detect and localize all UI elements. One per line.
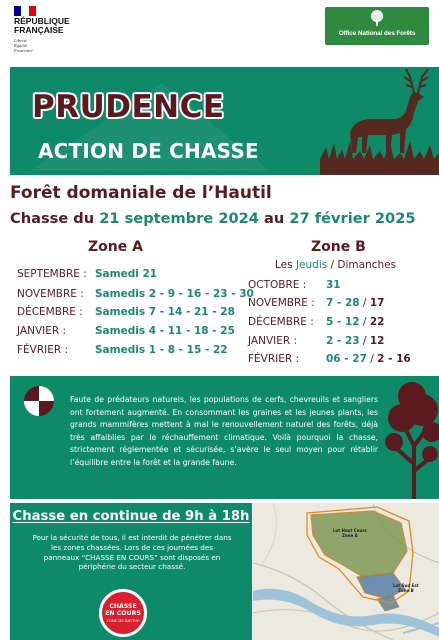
sunday-days: 12 — [369, 335, 385, 347]
subtitle-jeudis: Jeudis — [295, 259, 328, 271]
info-paragraph: Faute de prédateurs naturels, les populations de cerfs, chevreuils et sangliers ont fortement augmenté. En consommant les graines et les jeunes plants, les grands mammifères mettent à mal le renouvellement naturel des forêts, déjà très affaiblies par le réchauffement climatique. Voilà pourquoi la chasse, strictement réglementée et sécurisée, s’avère le seul moyen pour rétablir l’équilibre entre la forêt et la grande faune. — [70, 395, 378, 467]
zone-b-row-days — [326, 297, 384, 309]
month-label: JANVIER : — [17, 325, 67, 337]
hunt-days: Samedis 4 - 11 - 18 - 25 — [95, 325, 235, 337]
month-label: FÉVRIER : — [17, 344, 69, 356]
thursday-days: 06 - 27 — [326, 353, 367, 365]
continuous-hunting-hours: Chasse en continue de 9h à 18h — [12, 509, 250, 524]
zone-b-row-days — [326, 316, 384, 328]
day-separator: / — [359, 316, 370, 328]
hunting-zones-map — [253, 503, 439, 640]
onf-tree-icon — [369, 10, 385, 26]
month-label: NOVEMBRE : — [17, 288, 84, 300]
zone-a-row-days — [95, 306, 235, 318]
day-separator: / — [359, 335, 370, 347]
zone-b-row — [248, 316, 314, 328]
republic-line-2: FRANÇAISE — [14, 25, 64, 35]
date-end: 27 février 2025 — [289, 210, 416, 227]
zone-a-row-days — [95, 344, 228, 356]
day-separator: / — [366, 353, 378, 365]
hunt-days: Samedis 2 - 9 - 16 - 23 - 30 — [95, 288, 254, 300]
zone-b-row — [248, 279, 306, 291]
zone-a-row — [17, 325, 66, 337]
republic-line-1: RÉPUBLIQUE — [14, 16, 70, 26]
zone-a-row — [17, 288, 84, 300]
banner-subtitle: ACTION DE CHASSE — [38, 139, 259, 163]
onf-logo — [325, 7, 429, 45]
thursday-days: 7 - 28 — [326, 297, 360, 309]
subtitle-les: Les — [275, 259, 296, 271]
dates-prefix: Chasse du — [10, 210, 100, 227]
safety-notice: Pour la sécurité de tous, il est interdit de pénétrer dans les zones chassées. Lors de ces journées des panneaux “CHASSE EN COURS” sont disposés en périphérie du secteur chassé. — [32, 533, 232, 572]
date-start: 21 septembre 2024 — [99, 210, 259, 227]
sunday-days: 2 - 16 — [377, 353, 411, 365]
motto-fraternite: Fraternité — [14, 48, 33, 53]
banner-title: PRUDENCE — [32, 89, 225, 125]
republic-motto — [14, 38, 33, 53]
zone-a-row-days — [95, 268, 157, 280]
motto-liberte: Liberté — [14, 38, 27, 43]
info-block — [10, 376, 439, 499]
hunt-days: Samedi 21 — [95, 268, 158, 280]
deer-icon — [320, 67, 439, 175]
republic-francaise-logo — [14, 17, 70, 35]
subtitle-separator: / — [327, 259, 338, 271]
zone-b-subtitle — [275, 259, 396, 271]
french-flag-icon — [14, 6, 36, 16]
hunting-hours-block — [10, 503, 252, 640]
sign-text-main — [102, 604, 144, 617]
prudence-banner — [10, 67, 439, 175]
zone-b-row — [248, 297, 315, 309]
zone-b-row-days — [326, 279, 341, 291]
zone-b-row-days — [326, 335, 384, 347]
map-label-zone-b — [393, 584, 419, 593]
sunday-days: 22 — [369, 316, 385, 328]
month-label: DÉCEMBRE : — [17, 306, 83, 318]
month-label: NOVEMBRE : — [248, 297, 315, 309]
onf-label: Office National des Forêts — [338, 30, 416, 37]
hunting-season-dates — [10, 210, 416, 227]
sign-line-2: EN COURS — [105, 609, 141, 617]
month-label: DÉCEMBRE : — [248, 316, 314, 328]
zone-a-row-days — [95, 288, 254, 300]
zone-b-row — [248, 353, 299, 365]
zone-a-title: Zone A — [88, 239, 143, 255]
sign-line-3: ZONE DE BATTUE — [106, 618, 140, 623]
map-label-a-line-2: Zone A — [341, 532, 358, 538]
forest-title: Forêt domaniale de l’Hautil — [10, 183, 272, 203]
month-label: OCTOBRE : — [248, 279, 307, 291]
zone-a-row — [17, 268, 87, 280]
thursday-days: 31 — [326, 279, 341, 291]
month-label: JANVIER : — [248, 335, 298, 347]
month-label: SEPTEMBRE : — [17, 268, 87, 280]
zone-b-title: Zone B — [311, 239, 366, 255]
zone-b-row-days — [326, 353, 411, 365]
map-label-b-line-2: Zone B — [397, 587, 414, 593]
dates-mid: au — [258, 210, 290, 227]
zone-a-row — [17, 344, 68, 356]
sunday-days: 17 — [369, 297, 385, 309]
zone-b-row — [248, 335, 297, 347]
header — [0, 0, 439, 66]
hunt-days: Samedis 1 - 8 - 15 - 22 — [95, 344, 228, 356]
zone-a-row-days — [95, 325, 235, 337]
motto-egalite: Égalité — [14, 43, 27, 48]
map-label-zone-a — [333, 529, 367, 538]
chasse-en-cours-sign — [99, 589, 147, 637]
tree-icon — [384, 376, 439, 499]
month-label: FÉVRIER : — [248, 353, 300, 365]
subtitle-dimanches: Dimanches — [337, 259, 397, 271]
hunt-days: Samedis 7 - 14 - 21 - 28 — [95, 306, 235, 318]
map-graphic — [253, 503, 439, 640]
map-label-b-line-1: Lot Sud Est — [393, 583, 419, 588]
map-label-a-line-1: Lot Haut Cours — [333, 528, 367, 533]
sign-line-1: CHASSE — [109, 603, 137, 610]
thursday-days: 2 - 23 — [326, 335, 360, 347]
day-separator: / — [359, 297, 370, 309]
zone-a-row — [17, 306, 83, 318]
quarter-circle-icon — [24, 386, 54, 416]
thursday-days: 5 - 12 — [326, 316, 360, 328]
